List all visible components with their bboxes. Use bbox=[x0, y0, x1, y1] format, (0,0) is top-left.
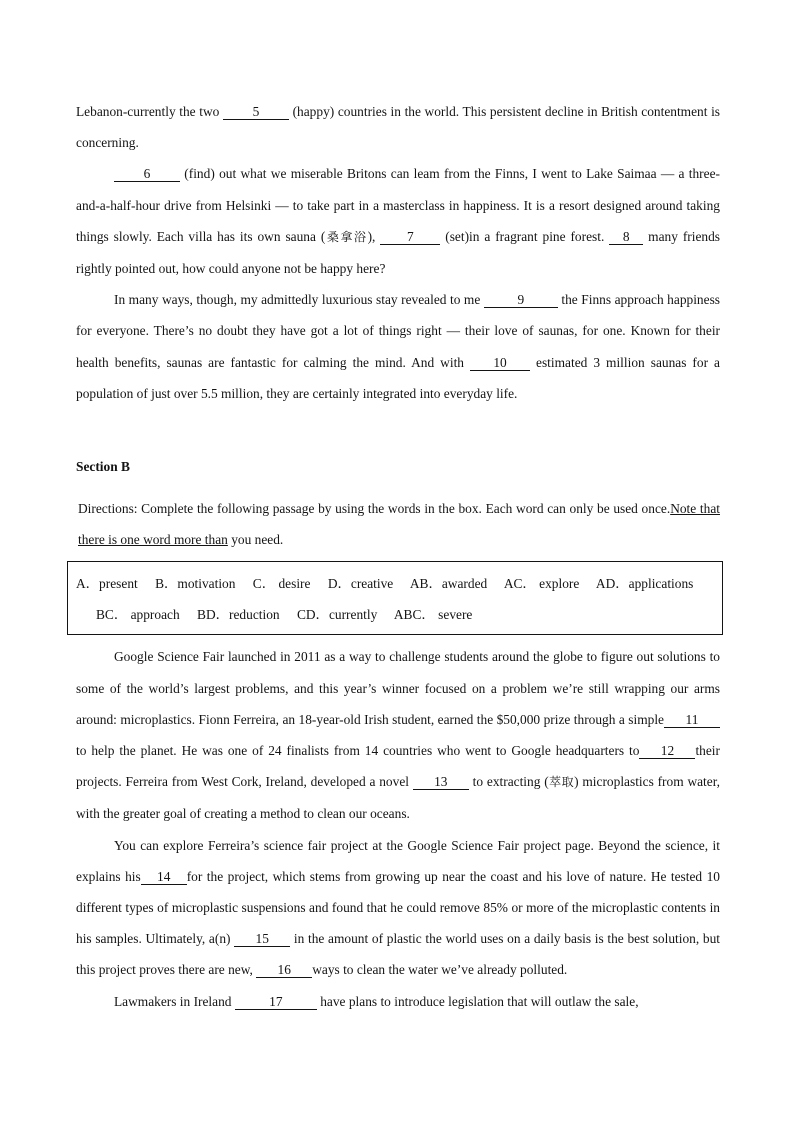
paragraph-text: in the amount of plastic the world uses on a daily basis is the best solution, but this project proves there are new, bbox=[76, 931, 721, 978]
exam-page bbox=[76, 96, 720, 1017]
paragraph-text: have plans to introduce legislation that will outlaw the sale, bbox=[320, 993, 639, 1009]
paragraph-text: (find) out what we miserable Britons can leam from the Finns, I went to Lake Saimaa — a three-and-a-half-hour drive from Helsinki — to take part in a masterclass in happiness. It is a resort designed around taking things slowly. Each villa has its own sauna ( bbox=[76, 166, 720, 244]
word-option: BD．reduction bbox=[197, 607, 280, 623]
blank-17[interactable]: 17 bbox=[235, 994, 317, 1010]
paragraph-text: for the project, which stems from growing up near the coast and his love of nature. He tested 10 different types of microplastic suspensions and found that he could remove 85% or more of the microplastic contents in his samples. Ultimately, a(n) bbox=[76, 868, 720, 947]
paragraph-text: Lawmakers in Ireland bbox=[114, 993, 232, 1009]
paragraph-text: to extracting ( bbox=[472, 774, 549, 790]
section-a-paragraph-1 bbox=[76, 96, 720, 158]
paragraph-text: (set)in a fragrant pine forest. bbox=[445, 228, 605, 244]
blank-11[interactable]: 11 bbox=[664, 712, 720, 728]
blank-7[interactable]: 7 bbox=[380, 229, 440, 245]
chinese-gloss: 桑拿浴 bbox=[325, 229, 368, 244]
blank-12[interactable]: 12 bbox=[639, 743, 695, 759]
paragraph-text: In many ways, though, my admittedly luxurious stay revealed to me bbox=[114, 292, 481, 308]
section-a-paragraph-3 bbox=[76, 284, 720, 409]
word-option: BC． approach bbox=[96, 607, 180, 623]
blank-9[interactable]: 9 bbox=[484, 292, 558, 308]
section-b-title: Section B bbox=[76, 459, 130, 475]
section-b-directions bbox=[78, 493, 720, 555]
word-option: C． desire bbox=[252, 576, 311, 592]
paragraph-text: estimated 3 million saunas for a population of just over 5.5 million, they are certainly integrated into everyday life. bbox=[76, 354, 720, 401]
directions-note: Note that there is one word more than bbox=[78, 501, 720, 548]
blank-8[interactable]: 8 bbox=[609, 229, 643, 245]
paragraph-text: (happy) countries in the world. This persistent decline in British contentment is concerning. bbox=[76, 104, 720, 151]
word-option: ABC． severe bbox=[393, 607, 473, 623]
word-bank-row-2 bbox=[76, 599, 722, 630]
blank-10[interactable]: 10 bbox=[470, 355, 530, 371]
paragraph-text: Google Science Fair launched in 2011 as a way to challenge students around the globe to figure out solutions to some of the world’s largest problems, and this year’s winner focused on a problem we’re still wrapping our arms around: microplastics. Fionn Ferreira, an 18-year-old Irish student, earned the $50,000 prize through a simple bbox=[76, 649, 720, 727]
directions-text: Directions: Complete the following passage by using the words in the box. Each word can only be used once. bbox=[78, 501, 671, 517]
paragraph-text: You can explore Ferreira’s science fair project at the Google Science Fair project page. Beyond the science, it explains his bbox=[76, 837, 720, 884]
word-bank-box bbox=[67, 561, 723, 635]
word-bank-row-1 bbox=[76, 568, 722, 599]
section-b-paragraph-2 bbox=[76, 830, 720, 986]
directions-text-end: you need. bbox=[227, 532, 284, 548]
word-option: B．motivation bbox=[155, 576, 236, 592]
section-a-paragraph-2 bbox=[76, 158, 720, 284]
section-b-paragraph-1 bbox=[76, 641, 720, 829]
paragraph-text: their projects. Ferreira from West Cork, Ireland, developed a novel bbox=[76, 743, 720, 790]
paragraph-text: many friends rightly pointed out, how could anyone not be happy here? bbox=[76, 228, 721, 277]
paragraph-text: ) microplastics from water, with the greater goal of creating a method to clean our oceans. bbox=[76, 774, 720, 822]
blank-13[interactable]: 13 bbox=[413, 774, 469, 790]
blank-14[interactable]: 14 bbox=[141, 869, 187, 885]
blank-16[interactable]: 16 bbox=[256, 962, 312, 978]
blank-15[interactable]: 15 bbox=[234, 931, 290, 947]
paragraph-text: Lebanon-currently the two bbox=[76, 104, 220, 119]
paragraph-text: to help the planet. He was one of 24 finalists from 14 countries who went to Google headquarters to bbox=[76, 743, 640, 759]
word-option: CD．currently bbox=[296, 607, 378, 623]
word-option: AD．applications bbox=[595, 576, 694, 592]
word-option: AC． explore bbox=[503, 576, 580, 592]
section-b-paragraph-3 bbox=[76, 986, 720, 1017]
blank-6[interactable]: 6 bbox=[114, 166, 180, 182]
word-option: A．present bbox=[76, 576, 138, 592]
paragraph-text: ways to clean the water we’ve already polluted. bbox=[312, 962, 568, 978]
blank-5[interactable]: 5 bbox=[223, 104, 289, 120]
word-option: AB．awarded bbox=[409, 576, 488, 592]
chinese-gloss: 萃取 bbox=[548, 775, 575, 790]
word-option: D．creative bbox=[327, 576, 394, 592]
paragraph-text: ), bbox=[367, 228, 376, 244]
paragraph-text: the Finns approach happiness for everyone. There’s no doubt they have got a lot of things right — their love of saunas, for one. Known for their health benefits, saunas are fantastic for calming the mind. And with bbox=[76, 292, 720, 370]
